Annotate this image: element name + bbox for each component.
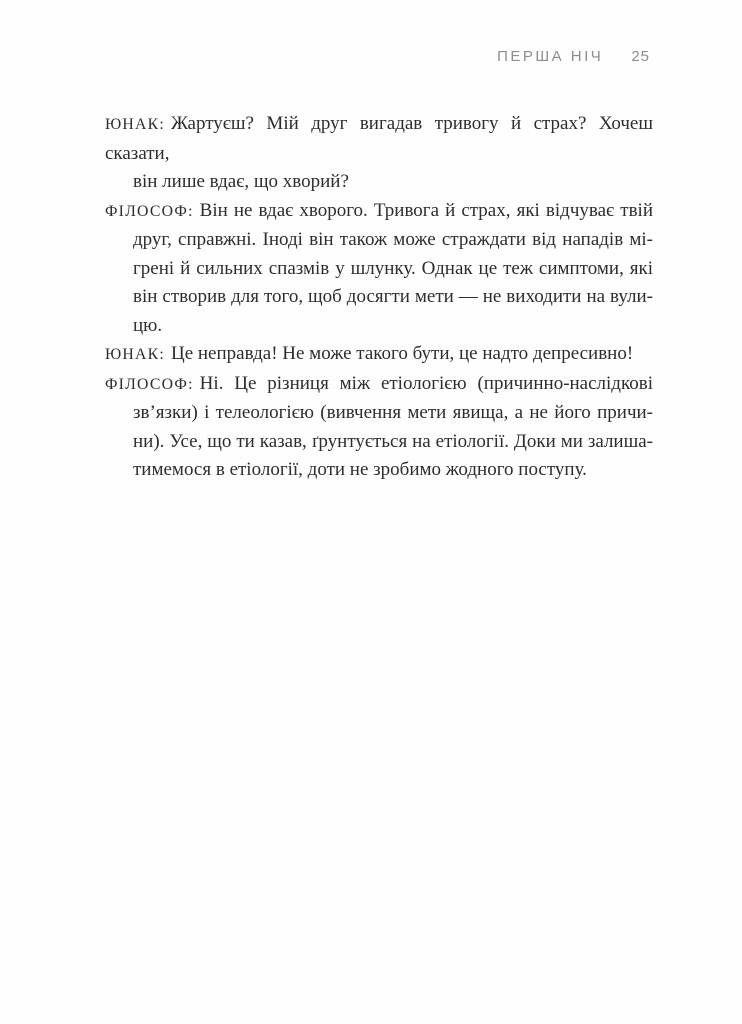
dialogue-paragraph — [105, 110, 653, 197]
dialogue-line: ни). Усе, що ти казав, ґрунтується на етіології. Доки ми залиша- — [133, 430, 653, 452]
dialogue-line-text: Він не вдає хворого. Тривога й страх, які відчуває твій — [199, 199, 653, 221]
dialogue-text-block — [105, 110, 653, 485]
chapter-title: ПЕРША НІЧ — [497, 48, 604, 65]
page-number: 25 — [631, 48, 650, 65]
dialogue-line — [105, 110, 653, 168]
dialogue-paragraph — [105, 197, 653, 341]
dialogue-line: цю. — [133, 314, 163, 336]
running-header — [0, 48, 650, 65]
dialogue-line: він створив для того, щоб досягти мети — не виходити на вули- — [133, 286, 653, 307]
dialogue-line — [105, 340, 653, 370]
dialogue-line — [105, 370, 653, 400]
dialogue-line-text: Ні. Це різниця між етіологією (причинно-наслідкові — [199, 372, 653, 394]
speaker-label: ЮНАК: — [105, 116, 165, 133]
dialogue-line-text: Жартуєш? Мій друг вигадав тривогу й страх? Хочеш сказати, — [105, 113, 653, 164]
dialogue-line: тимемося в етіології, доти не зробимо жодного поступу. — [133, 459, 587, 480]
dialogue-line-text: Це неправда! Не може такого бути, це надто депресивно! — [170, 343, 634, 364]
dialogue-line: друг, справжні. Іноді він також може страждати від нападів мі- — [133, 229, 653, 250]
speaker-label: ЮНАК: — [105, 346, 165, 363]
dialogue-paragraph — [105, 370, 653, 485]
dialogue-paragraph — [105, 340, 653, 370]
dialogue-line: грені й сильних спазмів у шлунку. Однак це теж симптоми, які — [133, 257, 653, 279]
dialogue-line: він лише вдає, що хворий? — [133, 171, 349, 192]
dialogue-line: зв’язки) і телеологією (вивчення мети явища, а не його причи- — [133, 402, 653, 423]
dialogue-line — [105, 197, 653, 227]
speaker-label: ФІЛОСОФ: — [105, 375, 194, 393]
speaker-label: ФІЛОСОФ: — [105, 202, 194, 220]
